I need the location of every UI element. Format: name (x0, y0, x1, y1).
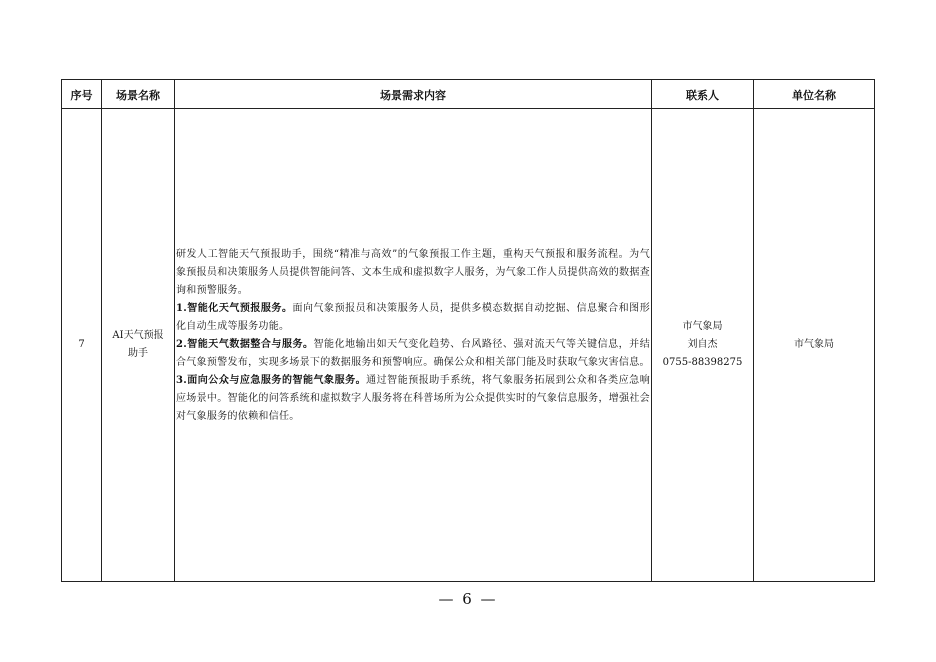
scene-name-line: 助手 (127, 348, 148, 359)
requirements-table (61, 79, 875, 582)
contact-name: 刘自杰 (687, 339, 718, 350)
header-scene-name: 场景名称 (116, 88, 160, 102)
contact-cell (652, 109, 753, 581)
requirement-item-title: 2.智能天气数据整合与服务。 (176, 339, 314, 350)
requirement-item (176, 336, 650, 372)
requirement-content (176, 246, 650, 426)
requirement-item-text: 通过智能预报助手系统，将气象服务拓展到公众和各类应急响应场景中。智能化的问答系统和虚拟数字人服务将在科普场所为公众提供实时的气象信息服务，增强社会对气象服务的依赖和信任。 (176, 375, 651, 422)
header-unit: 单位名称 (792, 88, 836, 102)
requirement-item-title: 3.面向公众与应急服务的智能气象服务。 (176, 375, 367, 386)
unit-cell: 市气象局 (794, 339, 834, 350)
column-divider (174, 80, 175, 581)
requirement-item (176, 372, 650, 426)
requirement-item-text: 智能化地输出如天气变化趋势、台风路径、强对流天气等关键信息，并结合气象预警发布，实现多场景下的数据服务和预警响应。确保公众和相关部门能及时获取气象灾害信息。 (176, 339, 650, 368)
header-requirement: 场景需求内容 (380, 88, 446, 102)
row-number: 7 (78, 339, 85, 350)
contact-phone: 0755-88398275 (662, 357, 743, 368)
requirement-item (176, 300, 650, 336)
requirement-item-title: 1.智能化天气预报服务。 (176, 303, 293, 314)
requirement-intro: 研发人工智能天气预报助手，围绕“精准与高效”的气象预报工作主题，重构天气预报和服务流程。为气象预报员和决策服务人员提供智能问答、文本生成和虚拟数字人服务，为气象工作人员提供高效的数据查询和预警服务。 (176, 249, 650, 296)
requirement-item-text: 面向气象预报员和决策服务人员，提供多模态数据自动挖掘、信息聚合和图形化自动生成等服务功能。 (176, 303, 650, 332)
scene-name-cell (102, 109, 174, 581)
header-contact: 联系人 (686, 88, 719, 102)
contact-org: 市气象局 (682, 321, 723, 332)
scene-name-line: AI天气预报 (112, 330, 164, 341)
header-no: 序号 (70, 88, 93, 102)
page-number: — 6 — (438, 590, 498, 608)
